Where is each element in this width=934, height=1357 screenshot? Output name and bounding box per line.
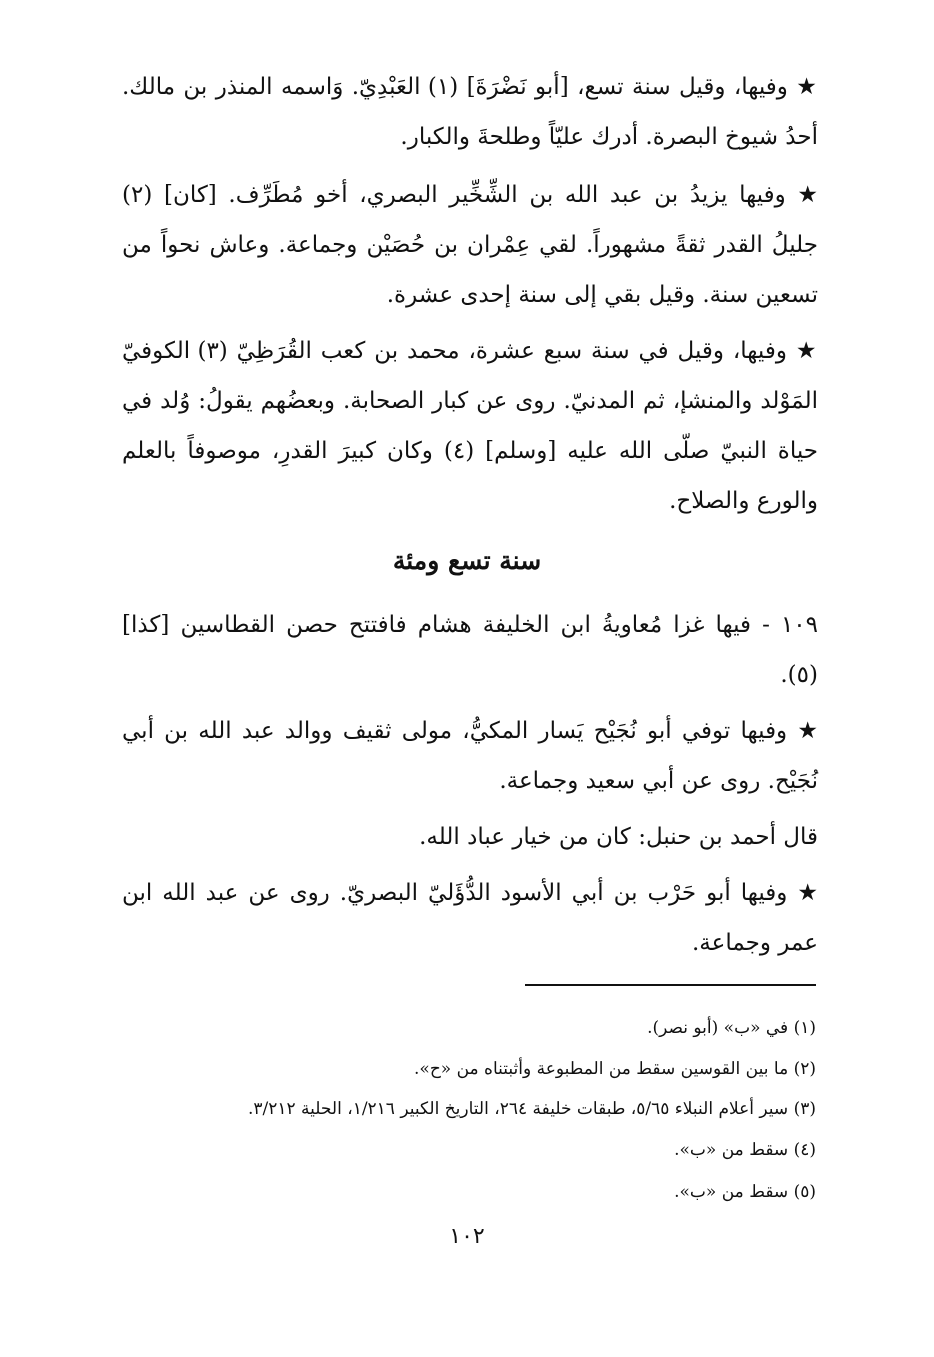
section-heading: سنة تسع ومئة — [392, 546, 542, 575]
footnote-4: (٤) سقط من «ب». — [674, 1140, 816, 1160]
paragraph-abu-najih: ★ وفيها توفي أبو نُجَيْح يَسار المكيُّ، مولى ثقيف ووالد عبد الله بن أبي نُجَيْح. روى عن أبي سعيد وجماعة. — [122, 718, 818, 794]
footnote-1: (١) في «ب» (أبو نصر). — [647, 1018, 816, 1038]
footnote-3: (٣) سير أعلام النبلاء ٥/٦٥، طبقات خليفة ٢٦٤، التاريخ الكبير ١/٢١٦، الحلية ٣/٢١٢. — [247, 1099, 816, 1119]
paragraph-year-109: ١٠٩ - فيها غزا مُعاويةُ ابن الخليفة هشام فافتتح حصن القطاسين [كذا] (٥). — [122, 612, 818, 688]
page-number: ١٠٢ — [449, 1224, 485, 1249]
paragraph-abu-harb: ★ وفيها أبو حَرْب بن أبي الأسود الدُّؤَليّ البصريّ. روى عن عبد الله ابن عمر وجماعة. — [122, 880, 818, 956]
footnote-5: (٥) سقط من «ب». — [674, 1182, 816, 1202]
paragraph-abu-nadra: ★ وفيها، وقيل سنة تسع، [أبو نَضْرَةَ] (١) العَبْدِيّ. وَاسمه المنذر بن مالك. أحدُ شيوخ البصرة. أدرك عليّاً وطلحةَ والكبار. — [122, 74, 819, 150]
paragraph-muhammad-ibn-kab: ★ وفيها، وقيل في سنة سبع عشرة، محمد بن كعب القُرَظِيّ (٣) الكوفيّ المَوْلد والمنشإ، ثم المدنيّ. روى عن كبار الصحابة. وبعضُهم يقولُ: وُلد في حياة النبيّ صلّى الله عليه [وسلم] (٤) وكان كبيرَ القدرِ، موصوفاً بالعلم والورع والصلاح. — [122, 338, 818, 514]
footnote-divider — [525, 984, 816, 986]
paragraph-ahmad-quote: قال أحمد بن حنبل: كان من خيار عباد الله. — [419, 824, 818, 850]
paragraph-yazid: ★ وفيها يزيدُ بن عبد الله بن الشِّخِّير البصري، أخو مُطَرِّف. [كان] (٢) جليلُ القدر ثقةً مشهوراً. لقي عِمْران بن حُصَيْن وجماعة. وعاش نحواً من تسعين سنة. وقيل بقي إلى سنة إحدى عشرة. — [122, 182, 818, 308]
footnote-2: (٢) ما بين القوسين سقط من المطبوعة وأثبتناه من «ح». — [414, 1059, 816, 1079]
